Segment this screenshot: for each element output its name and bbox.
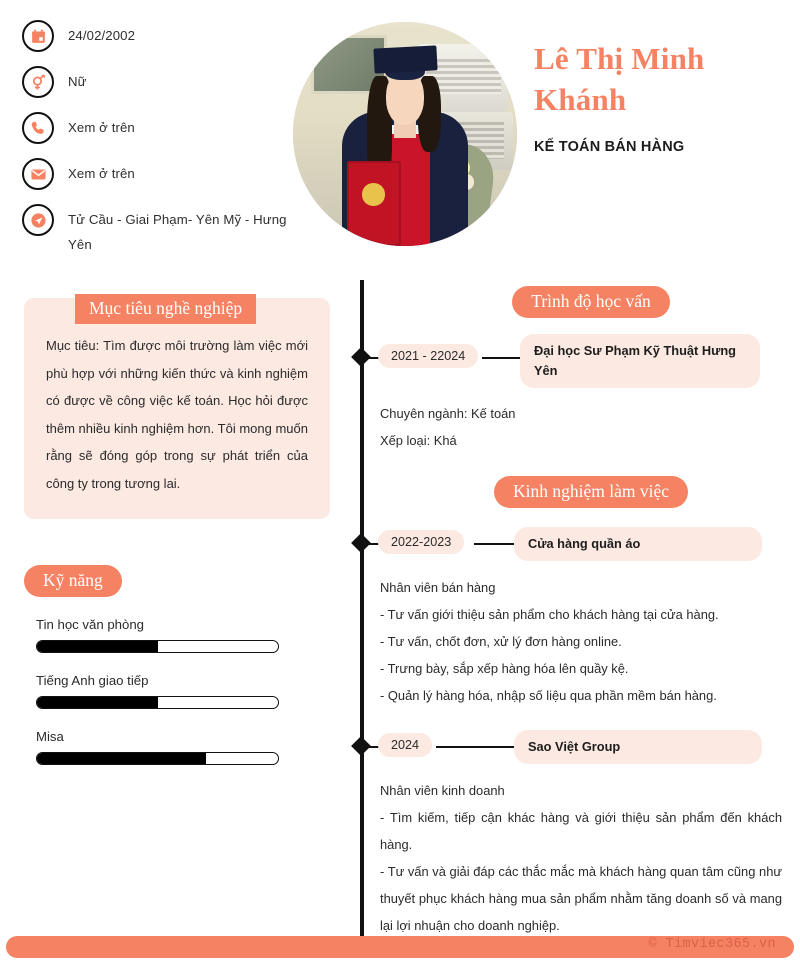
experience-bullet: - Trưng bày, sắp xếp hàng hóa lên quầy kệ. xyxy=(380,661,629,676)
location-icon xyxy=(22,204,54,236)
education-date: 2021 - 22024 xyxy=(378,344,478,368)
experience-organization: Cửa hàng quần áo xyxy=(514,527,762,561)
skill-fill xyxy=(37,641,158,652)
experience-details xyxy=(352,777,800,939)
contact-item-address xyxy=(22,204,287,257)
skill-item xyxy=(24,729,330,765)
email-icon xyxy=(22,158,54,190)
skill-fill xyxy=(37,697,158,708)
gender-icon xyxy=(22,66,54,98)
cv-header xyxy=(0,0,800,262)
skills-heading: Kỹ năng xyxy=(24,565,122,597)
contact-value: Xem ở trên xyxy=(68,120,135,135)
skill-label: Tiếng Anh giao tiếp xyxy=(36,673,149,688)
skill-bar xyxy=(36,640,279,653)
experience-bullet: - Tìm kiếm, tiếp cận khác hàng và giới thiệu sản phẩm đến khách hàng. xyxy=(380,810,782,852)
skill-item xyxy=(24,617,330,653)
experience-role: Nhân viên bán hàng xyxy=(380,580,496,595)
education-entry xyxy=(352,334,800,454)
experience-bullet: - Tư vấn và giải đáp các thắc mắc mà khách hàng quan tâm cũng như thuyết phục khách hàng mua sản phẩm nhằm tăng doanh số và mang lại lợi nhuận cho doanh nghiệp. xyxy=(380,864,782,933)
skill-label: Tin học văn phòng xyxy=(36,617,145,632)
footer-bar xyxy=(6,936,794,958)
experience-date: 2024 xyxy=(378,733,432,757)
experience-details xyxy=(352,574,800,709)
skills-section xyxy=(24,565,330,765)
experience-bullet: - Tư vấn giới thiệu sản phẩm cho khách hàng tại cửa hàng. xyxy=(380,607,719,622)
education-detail-line: Xếp loại: Khá xyxy=(380,433,457,448)
contact-item-birthdate xyxy=(22,20,287,54)
skill-bar xyxy=(36,752,279,765)
phone-icon xyxy=(22,112,54,144)
experience-date: 2022-2023 xyxy=(378,530,464,554)
contact-item-email xyxy=(22,158,287,192)
education-section xyxy=(352,262,800,318)
experience-heading: Kinh nghiệm làm việc xyxy=(494,476,688,508)
education-detail-line: Chuyên ngành: Kế toán xyxy=(380,406,516,421)
calendar-icon xyxy=(22,20,54,52)
education-details xyxy=(352,400,800,454)
timeline-connector xyxy=(436,746,516,748)
contact-list xyxy=(22,20,287,269)
contact-value: Xem ở trên xyxy=(68,166,135,181)
experience-bullet: - Tư vấn, chốt đơn, xử lý đơn hàng online. xyxy=(380,634,622,649)
timeline-connector xyxy=(474,543,516,545)
experience-role: Nhân viên kinh doanh xyxy=(380,783,505,798)
objective-card xyxy=(24,298,330,519)
contact-item-phone xyxy=(22,112,287,146)
right-column xyxy=(352,262,800,939)
experience-entry xyxy=(352,731,800,939)
objective-heading: Mục tiêu nghề nghiệp xyxy=(75,294,256,324)
skill-item xyxy=(24,673,330,709)
avatar xyxy=(293,22,517,246)
objective-text: Mục tiêu: Tìm được môi trường làm việc mới phù hợp với những kiến thức và kinh nghiệm có được về công việc kế toán. Học hỏi được thêm nhiều kinh nghiệm hơn. Tôi mong muốn rằng sẽ đóng góp trong sự phát triển của công ty trong tương lai. xyxy=(46,338,308,491)
skill-fill xyxy=(37,753,206,764)
copyright-text: © Timviec365.vn xyxy=(648,937,776,952)
contact-value: Tử Cầu - Giai Phạm- Yên Mỹ - Hưng Yên xyxy=(68,212,287,252)
education-heading: Trình độ học vấn xyxy=(512,286,669,318)
experience-organization: Sao Việt Group xyxy=(514,730,762,764)
page-title: Lê Thị Minh Khánh xyxy=(534,41,705,117)
timeline-connector xyxy=(482,357,522,359)
education-organization: Đại học Sư Phạm Kỹ Thuật Hưng Yên xyxy=(520,334,760,388)
contact-item-gender xyxy=(22,66,287,100)
contact-value: Nữ xyxy=(68,74,87,89)
contact-value: 24/02/2002 xyxy=(68,28,136,43)
job-title: KẾ TOÁN BÁN HÀNG xyxy=(534,139,685,155)
skill-label: Misa xyxy=(36,729,64,744)
skill-bar xyxy=(36,696,279,709)
name-block xyxy=(534,38,784,155)
experience-bullet: - Quản lý hàng hóa, nhập số liệu qua phần mềm bán hàng. xyxy=(380,688,717,703)
experience-entry xyxy=(352,528,800,709)
experience-section xyxy=(352,454,800,508)
